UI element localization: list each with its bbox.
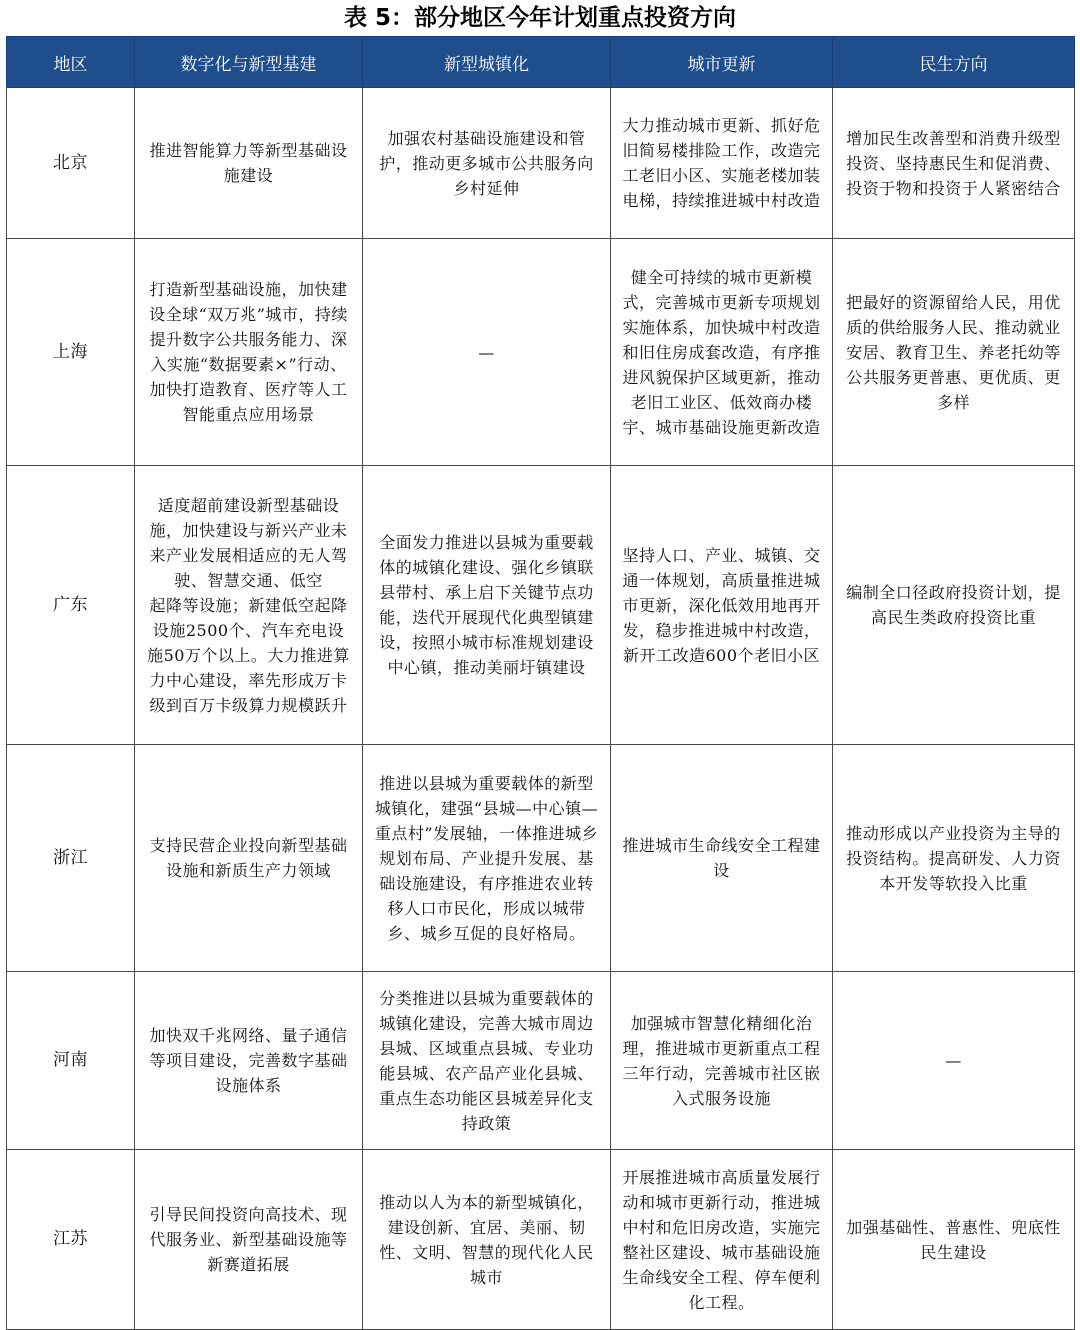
renewal-cell: 坚持人口、产业、城镇、交通一体规划，高质量推进城市更新，深化低效用地再开发，稳步推进城中村改造，新开工改造600个老旧小区 <box>611 466 833 745</box>
digital-cell: 加快双千兆网络、量子通信等项目建设，完善数字基础设施体系 <box>135 972 363 1150</box>
renewal-cell: 加强城市智慧化精细化治理，推进城市更新重点工程三年行动，完善城市社区嵌入式服务设施 <box>611 972 833 1150</box>
region-cell: 上海 <box>7 239 135 466</box>
urbanization-cell: 加强农村基础设施建设和管护，推动更多城市公共服务向乡村延伸 <box>363 88 611 239</box>
livelihood-cell: 加强基础性、普惠性、兜底性民生建设 <box>833 1150 1075 1330</box>
livelihood-cell: 增加民生改善型和消费升级型投资、坚持惠民生和促消费、投资于物和投资于人紧密结合 <box>833 88 1075 239</box>
table-row <box>7 972 1075 1150</box>
urbanization-cell: 分类推进以县城为重要载体的城镇化建设，完善大城市周边县城、区域重点县城、专业功能县城、农产品产业化县城、重点生态功能区县城差异化支持政策 <box>363 972 611 1150</box>
table-row <box>7 466 1075 745</box>
region-cell: 浙江 <box>7 745 135 972</box>
header-renewal: 城市更新 <box>611 37 833 88</box>
region-cell: 江苏 <box>7 1150 135 1330</box>
livelihood-cell: 把最好的资源留给人民，用优质的供给服务人民、推动就业安居、教育卫生、养老托幼等公共服务更普惠、更优质、更多样 <box>833 239 1075 466</box>
region-cell: 广东 <box>7 466 135 745</box>
livelihood-cell: 编制全口径政府投资计划，提高民生类政府投资比重 <box>833 466 1075 745</box>
livelihood-cell: — <box>833 972 1075 1150</box>
renewal-cell: 大力推动城市更新、抓好危旧简易楼排险工作，改造完工老旧小区、实施老楼加装电梯，持续推进城中村改造 <box>611 88 833 239</box>
region-cell: 北京 <box>7 88 135 239</box>
header-row <box>7 37 1075 88</box>
digital-cell: 推进智能算力等新型基础设施建设 <box>135 88 363 239</box>
digital-cell: 引导民间投资向高技术、现代服务业、新型基础设施等新赛道拓展 <box>135 1150 363 1330</box>
urbanization-cell: 推进以县城为重要载体的新型城镇化，建强“县城—中心镇—重点村”发展轴，一体推进城乡规划布局、产业提升发展、基础设施建设，有序推进农业转移人口市民化，形成以城带乡、城乡互促的良好格局。 <box>363 745 611 972</box>
region-cell: 河南 <box>7 972 135 1150</box>
digital-cell: 适度超前建设新型基础设施，加快建设与新兴产业未来产业发展相适应的无人驾驶、智慧交通、低空 起降等设施；新建低空起降设施2500个、汽车充电设施50万个以上。大力推进算力中心建设，率先形成万卡级到百万卡级算力规模跃升 <box>135 466 363 745</box>
urbanization-cell: 推动以人为本的新型城镇化，建设创新、宜居、美丽、韧性、文明、智慧的现代化人民城市 <box>363 1150 611 1330</box>
header-urbanization: 新型城镇化 <box>363 37 611 88</box>
table-row <box>7 1150 1075 1330</box>
table-row <box>7 239 1075 466</box>
header-region: 地区 <box>7 37 135 88</box>
renewal-cell: 开展推进城市高质量发展行动和城市更新行动，推进城中村和危旧房改造，实施完整社区建设、城市基础设施生命线安全工程、停车便利化工程。 <box>611 1150 833 1330</box>
urbanization-cell: — <box>363 239 611 466</box>
table-row <box>7 88 1075 239</box>
urbanization-cell: 全面发力推进以县城为重要载体的城镇化建设、强化乡镇联县带村、承上启下关键节点功能，迭代开展现代化典型镇建设，按照小城市标准规划建设中心镇，推动美丽圩镇建设 <box>363 466 611 745</box>
investment-table <box>6 36 1075 1330</box>
digital-cell: 支持民营企业投向新型基础设施和新质生产力领域 <box>135 745 363 972</box>
renewal-cell: 健全可持续的城市更新模式，完善城市更新专项规划实施体系，加快城中村改造和旧住房成套改造，有序推进风貌保护区域更新，推动老旧工业区、低效商办楼宇、城市基础设施更新改造 <box>611 239 833 466</box>
table-title: 表 5：部分地区今年计划重点投资方向 <box>343 5 736 31</box>
table-row <box>7 745 1075 972</box>
renewal-cell: 推进城市生命线安全工程建设 <box>611 745 833 972</box>
digital-cell: 打造新型基础设施，加快建设全球“双万兆”城市，持续提升数字公共服务能力、深入实施“数据要素×”行动、加快打造教育、医疗等人工智能重点应用场景 <box>135 239 363 466</box>
header-livelihood: 民生方向 <box>833 37 1075 88</box>
livelihood-cell: 推动形成以产业投资为主导的投资结构。提高研发、人力资本开发等软投入比重 <box>833 745 1075 972</box>
header-digital: 数字化与新型基建 <box>135 37 363 88</box>
